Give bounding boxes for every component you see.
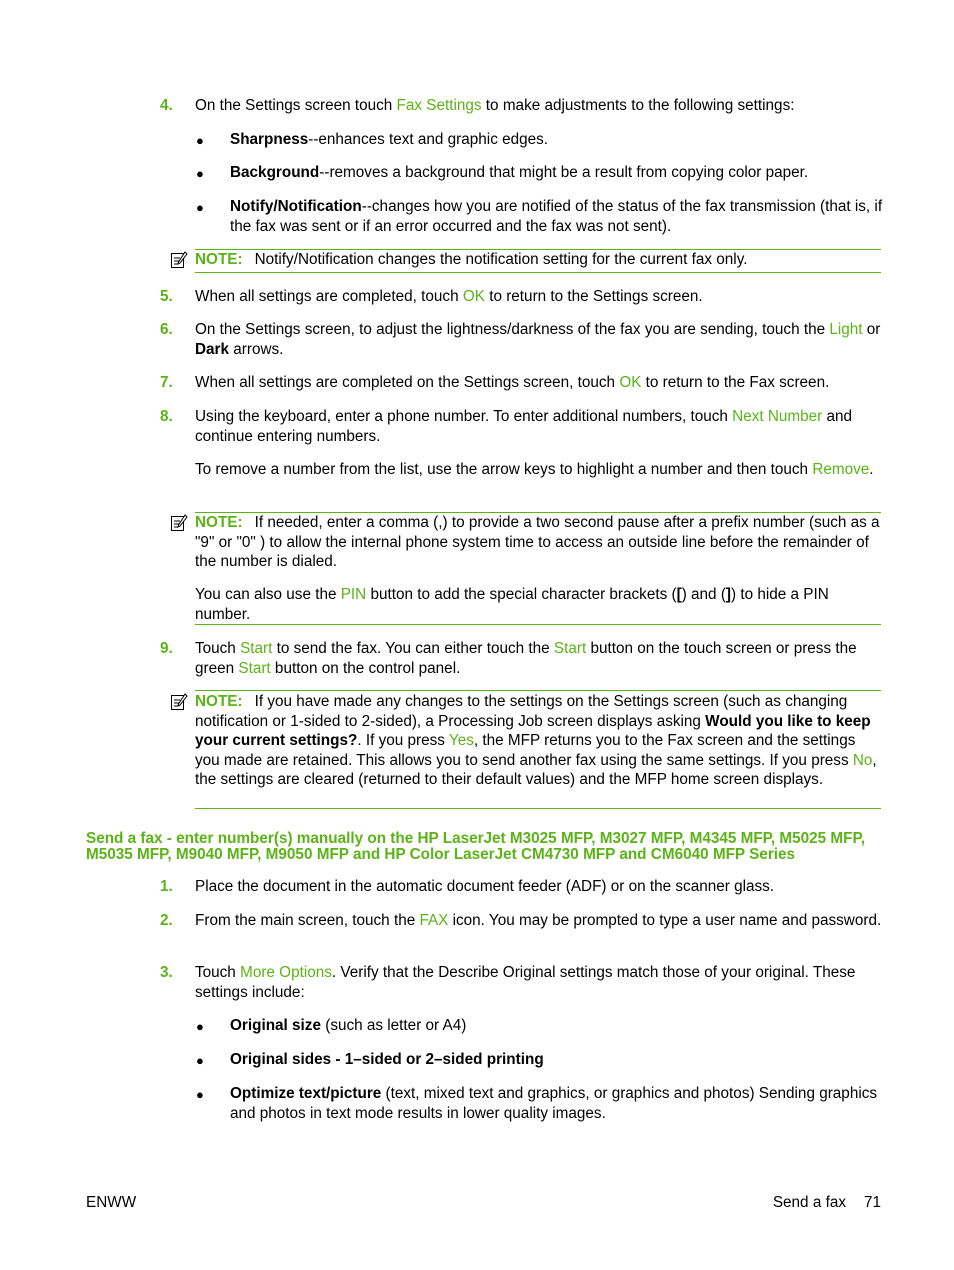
fax-icon-ref: FAX (419, 912, 449, 929)
list-item: Original size (such as letter or A4) (230, 1017, 467, 1034)
step-paragraph: To remove a number from the list, use the arrow keys to highlight a number and then touch Remove. (195, 461, 874, 478)
remove-button-ref: Remove (812, 461, 870, 478)
note-icon (170, 251, 188, 269)
note-bottom-rule (195, 272, 881, 273)
pin-button-ref: PIN (340, 586, 367, 603)
note-bottom-rule (195, 624, 881, 625)
more-options-button-ref: More Options (240, 964, 332, 981)
bullet-icon: ● (196, 1053, 204, 1068)
list-item: Background--removes a background that might be a result from copying color paper. (230, 164, 809, 181)
list-item: Notify/Notification--changes how you are notified of the status of the fax transmission (that is, if the fax was sent or if an error occurred and the fax was not sent). (230, 198, 883, 235)
step-number: 2. (160, 912, 173, 929)
step-text: Touch Start to send the fax. You can either touch the Start button on the touch screen or press the green Start button on the control panel. (195, 640, 857, 677)
list-item: Original sides - 1–sided or 2–sided printing (230, 1051, 544, 1068)
light-button-ref: Light (829, 321, 863, 338)
footer-right (773, 1193, 881, 1213)
step-text: From the main screen, touch the FAX icon. You may be prompted to type a user name and password. (195, 912, 882, 929)
step-text: Using the keyboard, enter a phone number. To enter additional numbers, touch Next Number and continue entering numbers. (195, 408, 853, 445)
note-bottom-rule (195, 808, 881, 809)
step-text: Place the document in the automatic document feeder (ADF) or on the scanner glass. (195, 878, 775, 895)
step-number: 3. (160, 964, 173, 981)
step-text: On the Settings screen, to adjust the lightness/darkness of the fax you are sending, touch the Light or Dark arrows. (195, 321, 881, 358)
bullet-icon: ● (196, 200, 204, 215)
step-number: 9. (160, 640, 173, 657)
page-number: 71 (863, 1194, 881, 1211)
note-text: NOTE: If you have made any changes to the settings on the Settings screen (such as changing notification or 1-sided to 2-sided), a Processing Job screen displays asking Would you like to keep your current settings?. If you press Yes, the MFP returns you to the Fax screen and the settings you made are retained. This allows you to send another fax using the same settings. If you press No, the settings are cleared (returned to their default values) and the MFP home screen displays. (195, 693, 877, 788)
ok-button-ref: OK (462, 288, 485, 305)
fax-settings-button-ref: Fax Settings (396, 97, 482, 114)
start-button-ref: Start (553, 640, 587, 657)
step-number: 1. (160, 878, 173, 895)
ok-button-ref: OK (619, 374, 642, 391)
start-button-ref: Start (238, 659, 271, 677)
footer-left: ENWW (86, 1194, 137, 1211)
bullet-icon: ● (196, 1019, 204, 1034)
step-number: 8. (160, 408, 173, 425)
bullet-icon: ● (196, 166, 204, 181)
step-number: 5. (160, 288, 173, 305)
footer-section: Send a fax (772, 1194, 846, 1211)
note-icon (170, 693, 188, 711)
no-button-ref: No (852, 751, 873, 769)
yes-button-ref: Yes (448, 732, 474, 749)
step-text: On the Settings screen touch Fax Settings to make adjustments to the following settings: (195, 97, 795, 114)
step-text: When all settings are completed, touch OK to return to the Settings screen. (195, 288, 703, 305)
note-icon (170, 514, 188, 532)
note-text: NOTE: Notify/Notification changes the notification setting for the current fax only. (195, 251, 748, 268)
note-text: NOTE: If needed, enter a comma (,) to provide a two second pause after a prefix number (such as a "9" or "0" ) to allow the internal phone system time to access an outside line before the remainder of the number is dialed. (195, 514, 880, 570)
step-text: When all settings are completed on the Settings screen, touch OK to return to the Fax screen. (195, 374, 830, 391)
step-text: Touch More Options. Verify that the Describe Original settings match those of your original. These settings include: (195, 964, 856, 1001)
section-heading: Send a fax - enter number(s) manually on the HP LaserJet M3025 MFP, M3027 MFP, M4345 MFP, M5025 MFP, M5035 MFP, M9040 MFP, M9050 MFP and HP Color LaserJet CM4730 MFP and CM6040 MFP Series (86, 830, 866, 863)
bullet-icon: ● (196, 133, 204, 148)
step-number: 6. (160, 321, 173, 338)
list-item: Sharpness--enhances text and graphic edges. (230, 131, 549, 148)
note-top-rule (195, 690, 881, 691)
note-paragraph: You can also use the PIN button to add the special character brackets ([) and (]) to hide a PIN number. (195, 586, 829, 623)
bullet-icon: ● (196, 1087, 204, 1102)
list-item: Optimize text/picture (text, mixed text and graphics, or graphics and photos) Sending graphics and photos in text mode results in lower quality images. (230, 1085, 878, 1122)
step-number: 4. (160, 97, 173, 114)
next-number-button-ref: Next Number (732, 408, 823, 425)
step-number: 7. (160, 374, 173, 391)
start-button-ref: Start (240, 640, 273, 657)
